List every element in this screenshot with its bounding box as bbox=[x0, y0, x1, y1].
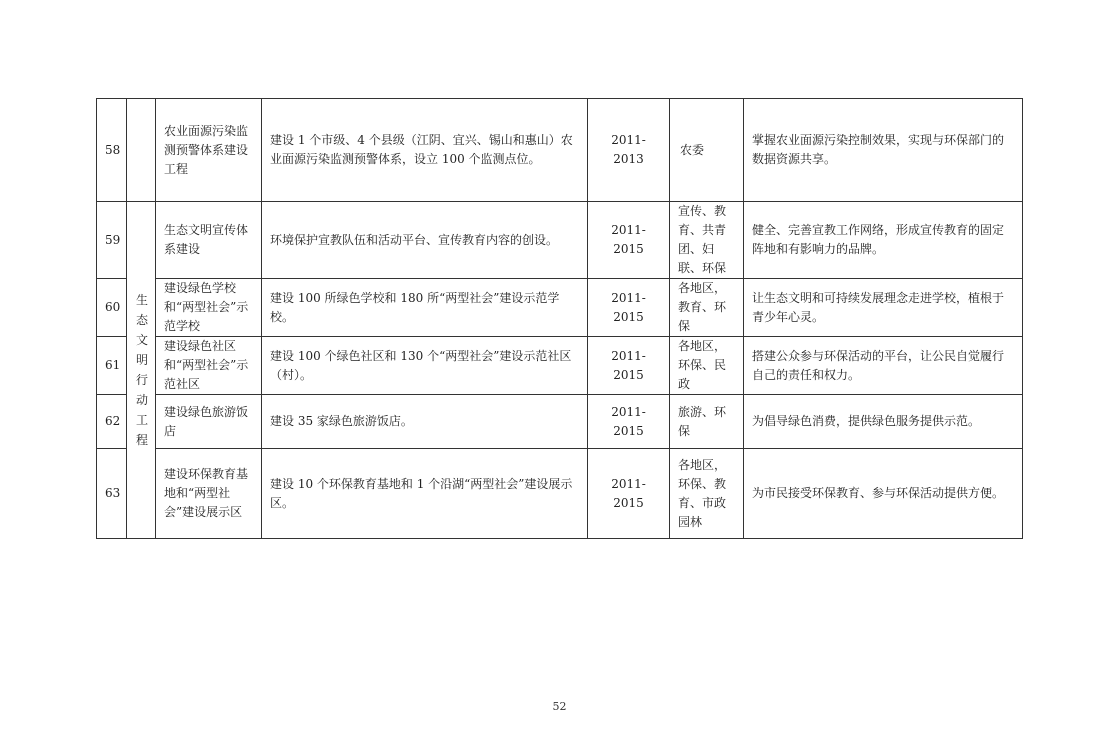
project-goal: 让生态文明和可持续发展理念走进学校，植根于青少年心灵。 bbox=[744, 279, 1023, 337]
project-content: 建设 1 个市级、4 个县级（江阴、宜兴、锡山和惠山）农业面源污染监测预警体系，设立 100 个监测点位。 bbox=[262, 99, 588, 202]
project-name: 建设绿色学校和“两型社会”示范学校 bbox=[156, 279, 262, 337]
category-cell-blank bbox=[127, 99, 156, 202]
project-table bbox=[96, 98, 1023, 539]
project-name: 农业面源污染监测预警体系建设工程 bbox=[156, 99, 262, 202]
row-number: 58 bbox=[97, 99, 127, 202]
row-number: 63 bbox=[97, 449, 127, 539]
table-row bbox=[97, 449, 1023, 539]
project-goal: 搭建公众参与环保活动的平台，让公民自觉履行自己的责任和权力。 bbox=[744, 337, 1023, 395]
project-content: 建设 100 所绿色学校和 180 所“两型社会”建设示范学校。 bbox=[262, 279, 588, 337]
project-dept: 旅游、环保 bbox=[670, 395, 744, 449]
project-dept: 宣传、教育、共青团、妇联、环保 bbox=[670, 202, 744, 279]
project-period: 2011-2015 bbox=[588, 202, 670, 279]
category-label: 生态文明行动工程 bbox=[135, 293, 148, 447]
project-period: 2011-2013 bbox=[588, 99, 670, 202]
project-content: 建设 10 个环保教育基地和 1 个沿湖“两型社会”建设展示区。 bbox=[262, 449, 588, 539]
category-cell bbox=[127, 202, 156, 539]
project-period: 2011-2015 bbox=[588, 279, 670, 337]
project-goal: 掌握农业面源污染控制效果，实现与环保部门的数据资源共享。 bbox=[744, 99, 1023, 202]
project-name: 建设环保教育基地和“两型社会”建设展示区 bbox=[156, 449, 262, 539]
project-period: 2011-2015 bbox=[588, 395, 670, 449]
project-name: 建设绿色旅游饭店 bbox=[156, 395, 262, 449]
table-row bbox=[97, 279, 1023, 337]
project-content: 环境保护宣教队伍和活动平台、宣传教育内容的创设。 bbox=[262, 202, 588, 279]
table-row bbox=[97, 202, 1023, 279]
row-number: 60 bbox=[97, 279, 127, 337]
project-goal: 健全、完善宣教工作网络，形成宣传教育的固定阵地和有影响力的品牌。 bbox=[744, 202, 1023, 279]
project-content: 建设 35 家绿色旅游饭店。 bbox=[262, 395, 588, 449]
project-dept: 各地区，环保、教育、市政园林 bbox=[670, 449, 744, 539]
table-row bbox=[97, 395, 1023, 449]
project-content: 建设 100 个绿色社区和 130 个“两型社会”建设示范社区（村）。 bbox=[262, 337, 588, 395]
project-period: 2011-2015 bbox=[588, 337, 670, 395]
project-dept: 农委 bbox=[670, 99, 744, 202]
project-dept: 各地区，环保、民政 bbox=[670, 337, 744, 395]
project-goal: 为市民接受环保教育、参与环保活动提供方便。 bbox=[744, 449, 1023, 539]
row-number: 59 bbox=[97, 202, 127, 279]
table-row bbox=[97, 337, 1023, 395]
page-number: 52 bbox=[552, 700, 567, 713]
project-goal: 为倡导绿色消费，提供绿色服务提供示范。 bbox=[744, 395, 1023, 449]
project-name: 生态文明宣传体系建设 bbox=[156, 202, 262, 279]
table-row bbox=[97, 99, 1023, 202]
project-name: 建设绿色社区和“两型社会”示范社区 bbox=[156, 337, 262, 395]
row-number: 62 bbox=[97, 395, 127, 449]
project-period: 2011-2015 bbox=[588, 449, 670, 539]
project-dept: 各地区，教育、环保 bbox=[670, 279, 744, 337]
row-number: 61 bbox=[97, 337, 127, 395]
